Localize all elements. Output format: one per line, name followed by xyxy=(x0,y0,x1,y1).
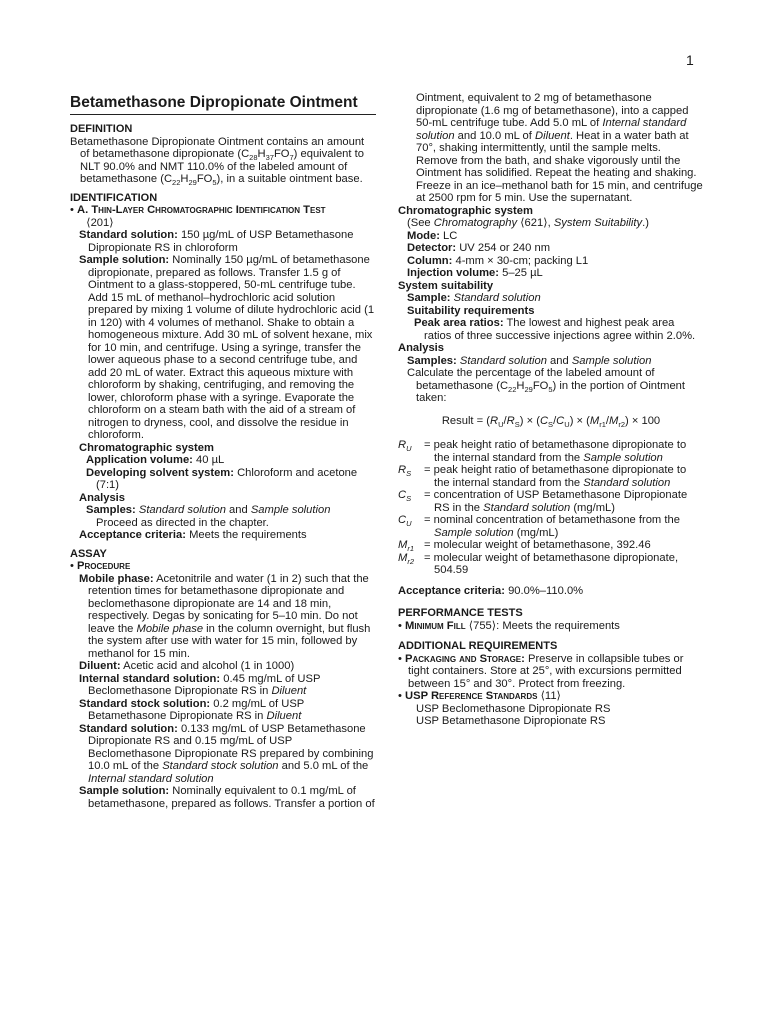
assay-analysis: Analysis xyxy=(398,342,445,354)
assay-chrom-system: Chromatographic system xyxy=(398,204,533,217)
assay-acceptance: Acceptance criteria: 90.0%–110.0% xyxy=(398,584,584,597)
assay-injection-volume: Injection volume: 5–25 µL xyxy=(407,267,543,279)
left-column xyxy=(70,94,376,810)
id-samples: Samples: Standard solution and Sample solution xyxy=(86,504,331,516)
identification-test: • A. Thin-Layer Chromatographic Identification Test ⟨201⟩ xyxy=(70,204,326,229)
definitions-list xyxy=(398,439,704,577)
assay-peak-area: Peak area ratios: The lowest and highest peak area ratios of three successive injections agree within 2.0%. xyxy=(414,317,696,342)
result-formula: Result = $(R_U/R_S) \times (C_S/C_U) \times (M_{r1}/M_{r2}) \times 100$ xyxy=(441,414,661,429)
performance-heading: PERFORMANCE TESTS xyxy=(398,607,523,619)
definition-text: Betamethasone Dipropionate Ointment contains an amount of betamethasone dipropionate $(C_{28}H_{37}FO_7)$ equivalent to NLT 90.0% and NMT 110.0% of the labeled amount of betamethasone $(C_{22}H_{29}FO_5)$, in a suitable ointment base. xyxy=(70,135,365,188)
def-rs: $R_S$ = peak height ratio of betamethasone dipropionate to the internal standard from the Standard solution xyxy=(398,464,687,489)
assay-suit-requirements: Suitability requirements xyxy=(407,304,535,317)
additional-heading: ADDITIONAL REQUIREMENTS xyxy=(398,640,558,652)
assay-system-suitability: System suitability xyxy=(398,279,494,292)
id-sample-solution: Sample solution: Nominally 150 µg/mL of betamethasone dipropionate, prepared as follows. Transfer 1.5 g of Ointment to a glass-stoppered, 50-mL centrifuge tube. Add 15 mL of methanol–hydrochloric acid solution prepared by mixing 1 volume of dilute hydrochloric acid (1 in 120) with 4 volumes of methanol. Shake to obtain a homogeneous mixture. Add 30 mL of solvent hexane, mix for 10 min, and centrifuge. Using a syringe, transfer the lower aqueous phase to a second centrifuge tube, and add 20 mL of water. Extract this aqueous mixture with chloroform by shaking, centrifuging, and removing the lower, chloroform phase with a syringe. Evaporate the chloroform on a steam bath with the aid of a stream of nitrogen to dryness, cool, and dissolve the residue in chloroform. xyxy=(79,254,375,441)
id-developing-solvent: Developing solvent system: Chloroform and acetone (7:1) xyxy=(86,466,358,491)
def-ru: $R_U$ = peak height ratio of betamethasone dipropionate to the internal standard from the Sample solution xyxy=(398,439,687,464)
assay-diluent: Diluent: Acetic acid and alcohol (1 in 1000) xyxy=(79,660,295,672)
assay-standard-stock: Standard stock solution: 0.2 mg/mL of USP Betamethasone Dipropionate RS in Diluent xyxy=(79,697,305,722)
definition-heading: DEFINITION xyxy=(70,123,133,135)
assay-samples: Samples: Standard solution and Sample solution xyxy=(407,354,652,367)
id-analysis: Analysis xyxy=(79,491,126,504)
assay-standard-solution: Standard solution: 0.133 mg/mL of USP Betamethasone Dipropionate RS and 0.15 mg/mL of USP Beclomethasone Dipropionate RS prepared by combining 10.0 mL of the Standard stock solution and 5.0 mL of the Internal standard solution xyxy=(79,722,374,785)
assay-suit-sample: Sample: Standard solution xyxy=(407,292,541,304)
assay-calc: Calculate the percentage of the labeled amount of betamethasone $(C_{22}H_{29}FO_5)$ in the portion of Ointment taken: xyxy=(407,367,685,404)
reference-standard-2: USP Betamethasone Dipropionate RS xyxy=(416,715,606,727)
assay-internal-standard: Internal standard solution: 0.45 mg/mL of USP Beclomethasone Dipropionate RS in Diluent xyxy=(79,672,321,697)
assay-sample-solution-cont: Ointment, equivalent to 2 mg of betamethasone dipropionate (1.6 mg of betamethasone), into a capped 50-mL centrifuge tube. Add 5.0 mL of Internal standard solution and 10.0 mL of Diluent. Heat in a water bath at 70°, shaking intermittently, until the sample melts. Remove from the bath, and shake vigorously until the Ointment has solidified. Repeat the heating and shaking. Freeze in an ice–methanol bath for 15 min, and centrifuge at 2500 rpm for 5 min. Use the supernatant. xyxy=(416,92,703,204)
monograph-title: Betamethasone Dipropionate Ointment xyxy=(70,94,376,115)
assay-mobile-phase: Mobile phase: Acetonitrile and water (1 in 2) such that the retention times for betamethasone dipropionate and beclomethasone dipropionate are 14 and 18 min, respectively. Degas by sonicating for 5–10 min. Do not leave the Mobile phase in the column overnight, but flush the system after use with water for 15 min, followed by methanol for 15 min. xyxy=(79,572,371,660)
id-acceptance: Acceptance criteria: Meets the requirements xyxy=(79,529,307,541)
assay-procedure: • Procedure xyxy=(70,560,131,572)
assay-sample-solution: Sample solution: Nominally equivalent to 0.1 mg/mL of betamethasone, prepared as follows. Transfer a portion of xyxy=(79,785,375,810)
right-column xyxy=(398,92,704,728)
def-cs: $C_S$ = concentration of USP Betamethasone Dipropionate RS in the Standard solution (mg/mL) xyxy=(398,489,688,514)
usp-reference-standards: • USP Reference Standards ⟨11⟩ xyxy=(398,690,561,702)
assay-detector: Detector: UV 254 or 240 nm xyxy=(407,242,551,254)
assay-heading: ASSAY xyxy=(70,547,107,560)
identification-heading: IDENTIFICATION xyxy=(70,191,158,204)
assay-chrom-see: (See Chromatography ⟨621⟩, System Suitability.) xyxy=(407,217,649,229)
id-application-volume: Application volume: 40 µL xyxy=(86,454,225,466)
page-number: 1 xyxy=(686,52,694,68)
reference-standard-1: USP Beclomethasone Dipropionate RS xyxy=(416,702,611,715)
id-chrom-system: Chromatographic system xyxy=(79,441,214,454)
id-proceed: Proceed as directed in the chapter. xyxy=(96,516,269,529)
packaging-storage: • Packaging and Storage: Preserve in collapsible tubes or tight containers. Store at 25°, with excursions permitted between 15° and 30°. Protect from freezing. xyxy=(398,652,684,690)
def-mr1: $M_{r1}$ = molecular weight of betamethasone, 392.46 xyxy=(398,539,651,554)
minimum-fill: • Minimum Fill ⟨755⟩: Meets the requirements xyxy=(398,619,620,632)
assay-mode: Mode: LC xyxy=(407,229,458,242)
def-mr2: $M_{r2}$ = molecular weight of betamethasone dipropionate, 504.59 xyxy=(398,551,679,576)
def-cu: $C_U$ = nominal concentration of betamethasone from the Sample solution (mg/mL) xyxy=(398,514,680,539)
id-standard-solution: Standard solution: 150 µg/mL of USP Betamethasone Dipropionate RS in chloroform xyxy=(79,229,354,254)
assay-column: Column: 4-mm × 30-cm; packing L1 xyxy=(407,254,589,267)
